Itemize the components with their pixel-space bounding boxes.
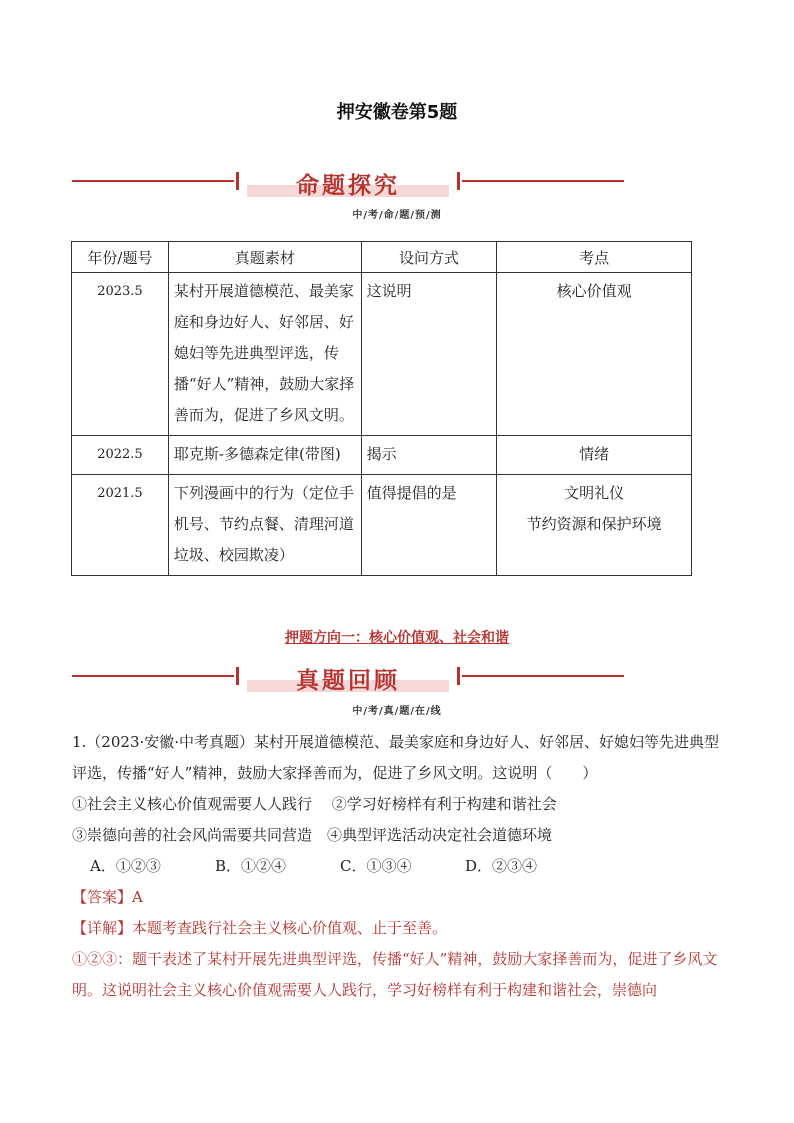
cell-point: 情绪 (497, 436, 692, 475)
option-a: A．①②③ (90, 857, 161, 875)
page-title: 押安徽卷第5题 (336, 102, 458, 123)
option-c: C．①③④ (340, 857, 412, 875)
option-b: B．①②④ (215, 857, 287, 875)
header-material: 真题素材 (168, 242, 361, 273)
header-year: 年份/题号 (72, 242, 169, 273)
banner-pill (247, 662, 449, 692)
banner-bar-right (457, 172, 460, 190)
cell-material: 耶克斯-多德森定律(带图) (168, 436, 361, 475)
table-row (72, 273, 692, 436)
cell-ask: 值得提倡的是 (361, 475, 497, 576)
header-point: 考点 (497, 242, 692, 273)
banner-pill (247, 167, 449, 197)
question-statements: ③崇德向善的社会风尚需要共同营造 ④典型评选活动决定社会道德环境 (72, 826, 553, 844)
cell-point-line: 文明礼仪 (564, 484, 625, 502)
banner-rule-right (462, 675, 624, 677)
question-options (72, 851, 732, 882)
banner-rule-left (72, 675, 234, 677)
option-d: D．②③④ (465, 857, 538, 875)
section-banner-exploration (72, 167, 624, 197)
cell-point: 核心价值观 (497, 273, 692, 436)
section-caption: 中/考/命/题/预/测 (352, 210, 442, 221)
section-banner-review (72, 662, 624, 692)
cell-material: 某村开展道德模范、最美家庭和身边好人、好邻居、好媳妇等先进典型评选，传播“好人”精神，鼓励大家择善而为，促进了乡风文明。 (168, 273, 361, 436)
header-ask: 设问方式 (361, 242, 497, 273)
banner-bar-left (236, 667, 239, 685)
cell-year: 2022.5 (72, 436, 169, 475)
prediction-direction: 押题方向一：核心价值观、社会和谐 (285, 630, 509, 646)
cell-ask: 这说明 (361, 273, 497, 436)
answer-label: 【答案】 (72, 888, 133, 906)
banner-bar-right (457, 667, 460, 685)
question-statements: ①社会主义核心价值观需要人人践行 ②学习好榜样有利于构建和谐社会 (72, 795, 557, 813)
analysis-text: ①②③：题干表述了某村开展先进典型评选，传播“好人”精神，鼓励大家择善而为，促进了乡风文明。这说明社会主义核心价值观需要人人践行，学习好榜样有利于构建和谐社会，崇德向 (72, 950, 718, 999)
table-header-row (72, 242, 692, 273)
banner-title: 真题回顾 (296, 668, 400, 694)
question-stem: 1.（2023·安徽·中考真题）某村开展道德模范、最美家庭和身边好人、好邻居、好媳妇等先进典型评选，传播“好人”精神，鼓励大家择善而为，促进了乡风文明。这说明（ ） (72, 733, 720, 782)
detail-text: 本题考查践行社会主义核心价值观、止于至善。 (132, 919, 448, 937)
banner-rule-right (462, 180, 624, 182)
banner-title: 命题探究 (296, 173, 400, 199)
cell-ask: 揭示 (361, 436, 497, 475)
table-row (72, 475, 692, 576)
cell-material: 下列漫画中的行为（定位手机号、节约点餐、清理河道垃圾、校园欺凌） (168, 475, 361, 576)
cell-year: 2023.5 (72, 273, 169, 436)
question-block (72, 727, 732, 1006)
banner-rule-left (72, 180, 234, 182)
section-caption: 中/考/真/题/在/线 (352, 706, 442, 717)
detail-label: 【详解】 (72, 919, 133, 937)
answer-value: A (132, 888, 143, 906)
cell-point (497, 475, 692, 576)
exam-analysis-table (71, 241, 692, 576)
table-row (72, 436, 692, 475)
banner-bar-left (236, 172, 239, 190)
answer-line (72, 882, 732, 913)
cell-year: 2021.5 (72, 475, 169, 576)
detail-line (72, 913, 732, 944)
cell-point-line: 节约资源和保护环境 (526, 515, 662, 533)
